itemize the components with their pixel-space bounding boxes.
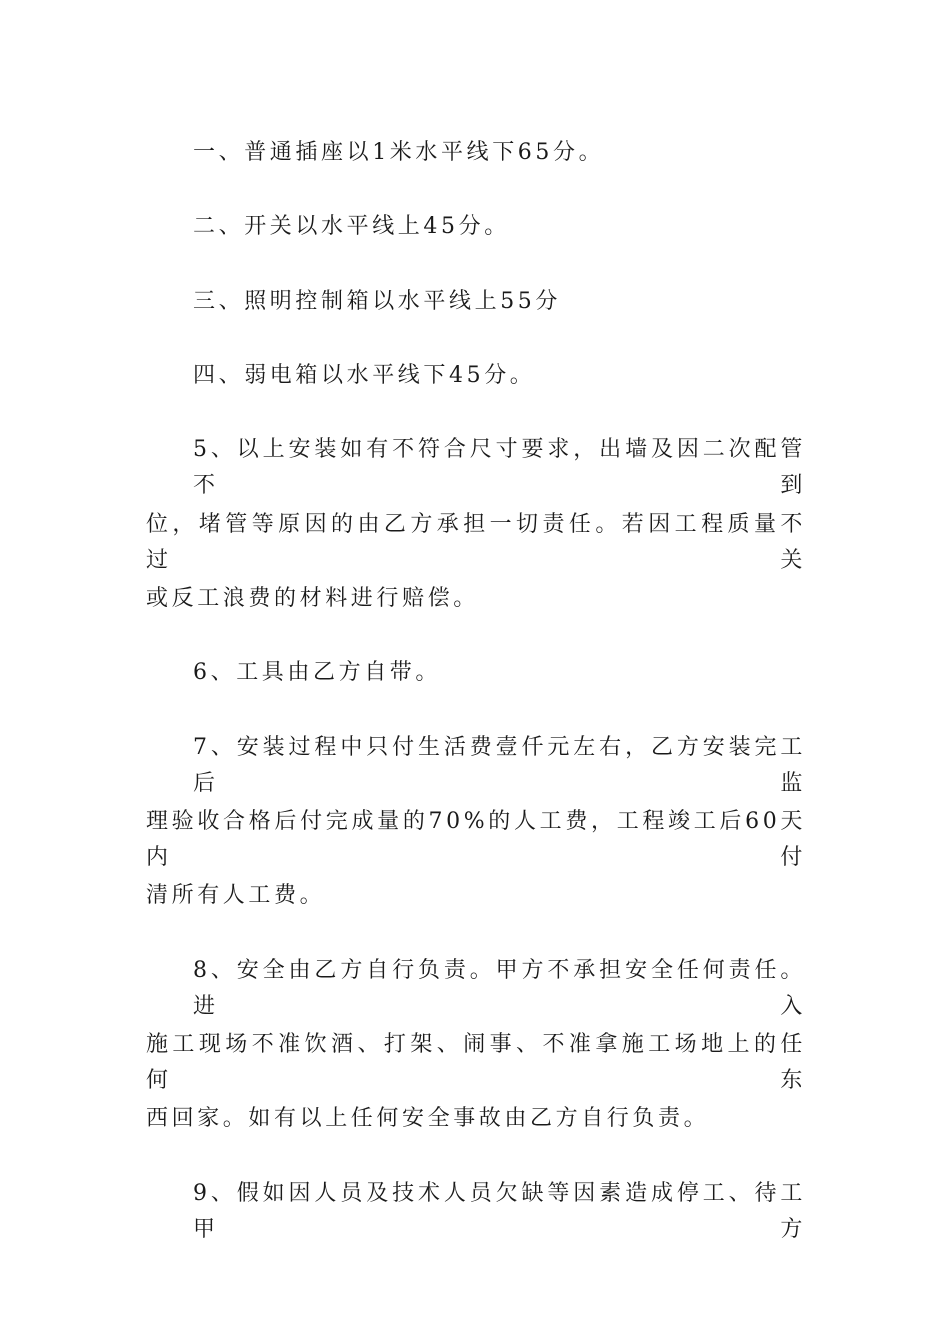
clause-line: 一、普通插座以1米水平线下65分。 [193, 140, 605, 165]
clause-line: 或反工浪费的材料进行赔偿。 [146, 586, 479, 611]
clause-line: 清所有人工费。 [146, 883, 326, 908]
clause-line: 理验收合格后付完成量的70%的人工费，工程竣工后60天内付 [146, 809, 806, 870]
clause-line: 三、照明控制箱以水平线上55分 [193, 289, 561, 314]
clause-line: 西回家。如有以上任何安全事故由乙方自行负责。 [146, 1106, 710, 1131]
clause-line: 位，堵管等原因的由乙方承担一切责任。若因工程质量不过关 [146, 512, 806, 573]
clause-line: 7、安装过程中只付生活费壹仟元左右，乙方安装完工后监 [193, 735, 806, 796]
clause-line: 施工现场不准饮酒、打架、闹事、不准拿施工场地上的任何东 [146, 1032, 806, 1093]
clause-line: 9、假如因人员及技术人员欠缺等因素造成停工、待工甲方 [193, 1181, 806, 1242]
clause-line: 5、以上安装如有不符合尺寸要求，出墙及因二次配管不到 [193, 437, 806, 498]
clause-line: 6、工具由乙方自带。 [193, 660, 441, 685]
clause-line: 8、安全由乙方自行负责。甲方不承担安全任何责任。进入 [193, 958, 806, 1019]
clause-line: 四、弱电箱以水平线下45分。 [193, 363, 536, 388]
clause-line: 二、开关以水平线上45分。 [193, 214, 510, 239]
